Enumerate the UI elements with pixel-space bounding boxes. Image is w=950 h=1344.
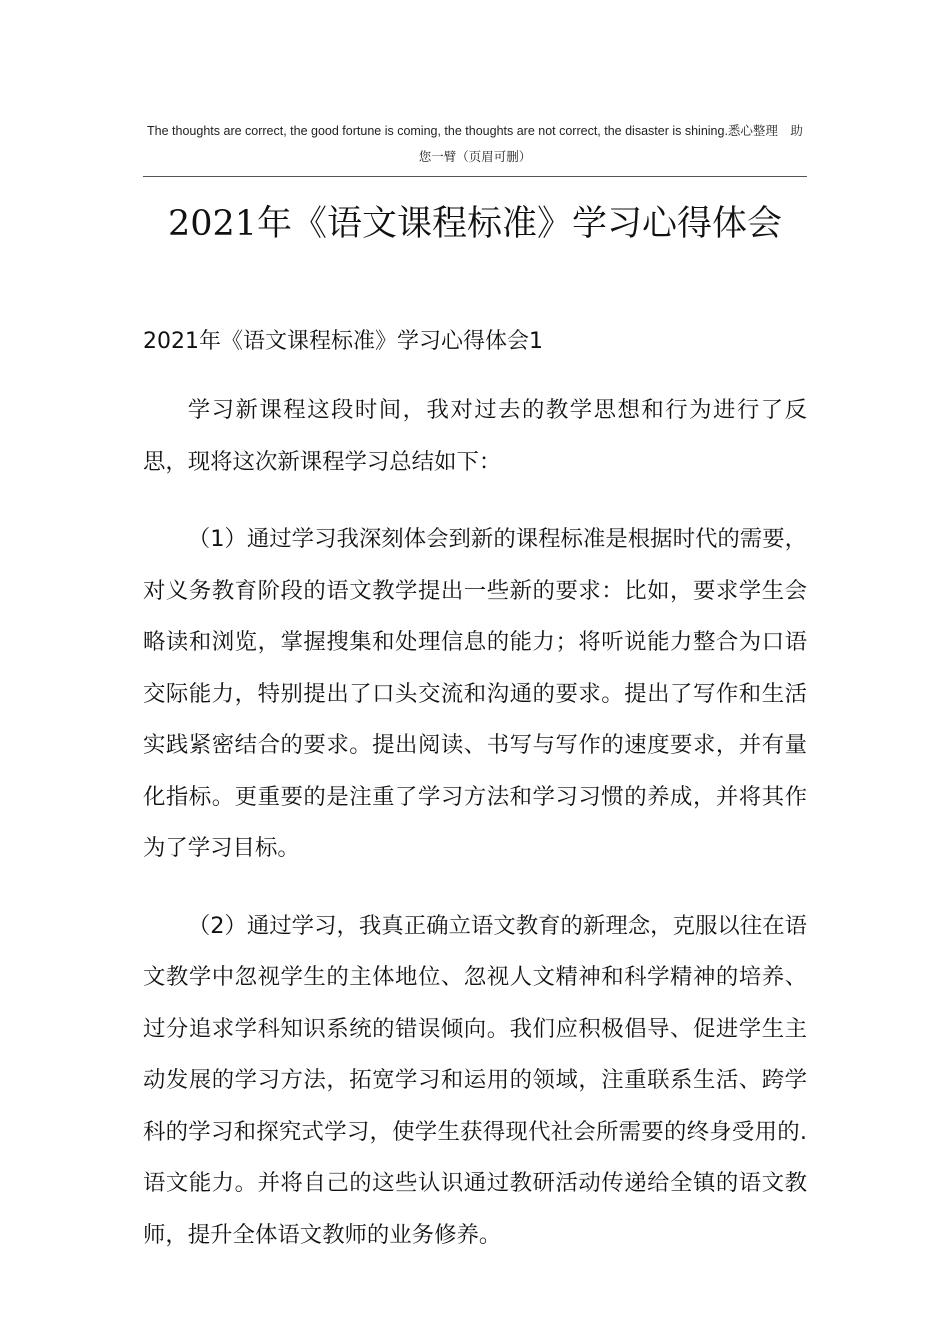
- header-divider: [143, 176, 807, 177]
- document-body: [143, 385, 807, 1287]
- page-header: The thoughts are correct, the good fortune is coming, the thoughts are not correct, the disaster is shining.悉心整理 助您一臂（页眉可删）: [147, 124, 803, 164]
- paragraph-point-1: （1）通过学习我深刻体会到新的课程标准是根据时代的需要，对义务教育阶段的语文教学提出一些新的要求：比如，要求学生会略读和浏览，掌握搜集和处理信息的能力；将听说能力整合为口语交际能力，特别提出了口头交流和沟通的要求。提出了写作和生活实践紧密结合的要求。提出阅读、书写与写作的速度要求，并有量化指标。更重要的是注重了学习方法和学习习惯的养成，并将其作为了学习目标。: [143, 526, 807, 861]
- paragraph-intro: 学习新课程这段时间，我对过去的教学思想和行为进行了反思，现将这次新课程学习总结如下：: [143, 397, 807, 475]
- paragraph-point-2: （2）通过学习，我真正确立语文教育的新理念，克服以往在语文教学中忽视学生的主体地位、忽视人文精神和科学精神的培养、过分追求学科知识系统的错误倾向。我们应积极倡导、促进学生主动发展的学习方法，拓宽学习和运用的领域，注重联系生活、跨学科的学习和探究式学习，使学生获得现代社会所需要的终身受用的.语文能力。并将自己的这些认识通过教研活动传递给全镇的语文教师，提升全体语文教师的业务修养。: [143, 912, 807, 1248]
- document-title: 2021年《语文课程标准》学习心得体会: [167, 204, 783, 244]
- section-heading: 2021年《语文课程标准》学习心得体会1: [143, 329, 543, 354]
